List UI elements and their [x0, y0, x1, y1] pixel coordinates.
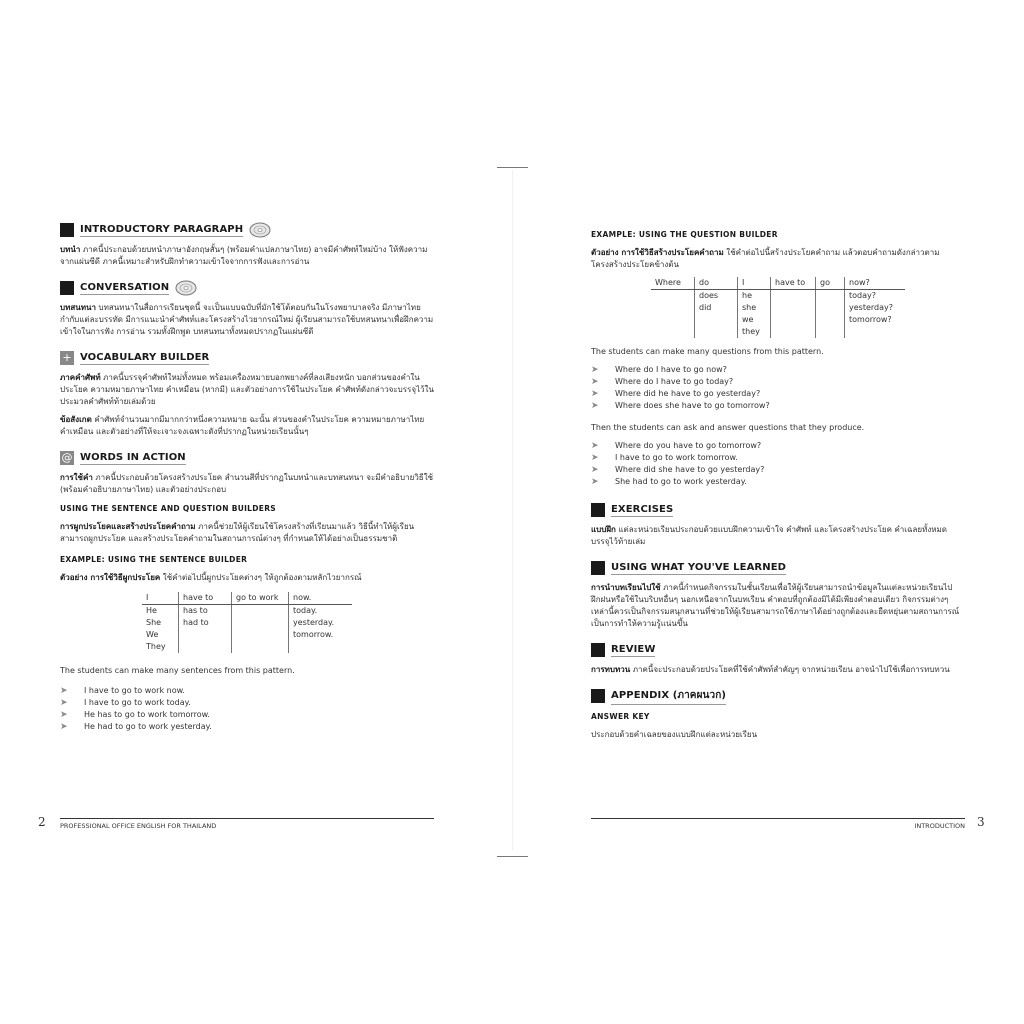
list-item: ➤ I have to go to work today.: [60, 698, 191, 708]
section-marker: [60, 223, 74, 237]
qa-list: [591, 440, 965, 488]
footer-rule: [60, 818, 434, 819]
arrow-icon: ➤: [591, 365, 599, 375]
section-marker: [591, 503, 605, 517]
running-title: INTRODUCTION: [914, 822, 965, 830]
section-marker: [591, 561, 605, 575]
table-row: [142, 605, 352, 618]
table-cell: have to: [179, 592, 232, 605]
table-cell: yesterday?: [845, 302, 906, 314]
list-item: ➤ Where does she have to go tomorrow?: [591, 401, 770, 411]
subheading: EXAMPLE: USING THE QUESTION BUILDER: [591, 230, 778, 239]
table-cell: now?: [845, 277, 906, 290]
subheading: EXAMPLE: USING THE SENTENCE BUILDER: [60, 555, 248, 564]
table-cell: I: [738, 277, 771, 290]
table-row: [651, 290, 905, 303]
sentence-list: [60, 685, 434, 733]
spine-mark-bottom: [497, 856, 528, 857]
conversation-paragraph: บทสนทนา บทสนทนาในสื่อการเรียนชุดนี้ จะเป็นแบบฉบับที่มักใช้โต้ตอบกันในโรงพยาบาลจริง มีภาษาไทยกำกับแต่ละบรรทัด มีการแนะนำคำศัพท์และโครงสร้างไวยากรณ์ใหม่ ผู้เรียนสามารถใช้บทสนทนาเพื่อฝึกความเข้าใจในการฟัง การอ่าน รวมทั้งฝึกพูด บทสนทนาทั้งหมดปรากฏในแผ่นซีดี: [60, 303, 434, 336]
section-title: CONVERSATION: [80, 281, 170, 293]
arrow-icon: ➤: [591, 477, 599, 487]
table-cell: had to: [179, 617, 232, 629]
question-example-paragraph: ตัวอย่าง การใช้วิธีสร้างประโยคคำถาม ใช้คำต่อไปนี้สร้างประโยคคำถาม แล้วตอบคำถามดังกล่าวตามโครงสร้างประโยคข้างต้น: [591, 248, 940, 269]
table-cell: [232, 641, 289, 653]
table-cell: [289, 641, 353, 653]
question-list: [591, 364, 965, 412]
section-marker: [60, 281, 74, 295]
question-builder-table: [651, 277, 905, 338]
table-cell: [179, 629, 232, 641]
section-header-vocabulary: [60, 350, 434, 366]
arrow-icon: ➤: [60, 710, 68, 720]
example-paragraph: ตัวอย่าง การใช้วิธีผูกประโยค ใช้คำต่อไปนี้ผูกประโยคต่างๆ ให้ถูกต้องตามหลักไวยากรณ์: [60, 573, 362, 582]
table-cell: we: [738, 314, 771, 326]
plus-icon: +: [60, 351, 74, 365]
table-row: [142, 629, 352, 641]
table-cell: does: [695, 290, 738, 303]
list-item: ➤ Where do you have to go tomorrow?: [591, 441, 762, 451]
builders-paragraph: การผูกประโยคและสร้างประโยคคำถาม ภาคนี้ช่วยให้ผู้เรียนใช้โครงสร้างที่เรียนมาแล้ว วิธีนี้ทำให้ผู้เรียนสามารถผูกประโยค และสร้างประโยคคำถามในสถานการณ์ต่างๆ ที่กำหนดให้ได้อย่างเป็นธรรมชาติ: [60, 522, 415, 543]
table-cell: she: [738, 302, 771, 314]
list-item: ➤ Where did she have to go yesterday?: [591, 465, 765, 475]
arrow-icon: ➤: [591, 377, 599, 387]
table-cell: yesterday.: [289, 617, 353, 629]
table-cell: [232, 605, 289, 618]
arrow-icon: ➤: [591, 401, 599, 411]
section-header-appendix: [591, 688, 965, 704]
table-row: [142, 592, 352, 605]
students-questions-text: The students can make many questions from this pattern.: [591, 347, 824, 356]
table-row: [651, 302, 905, 314]
table-cell: I: [142, 592, 179, 605]
table-cell: [771, 326, 816, 338]
section-title: VOCABULARY BUILDER: [80, 351, 210, 363]
words-paragraph: การใช้คำ ภาคนี้ประกอบด้วยโครงสร้างประโยค สำนวนสีที่ปรากฏในบทนำและบทสนทนา จะมีคำอธิบายวิธีใช้ (พร้อมคำอธิบายภาษาไทย) และตัวอย่างประกอบ: [60, 473, 434, 494]
list-item: ➤ I have to go to work now.: [60, 686, 185, 696]
section-header-words: [60, 450, 434, 466]
table-cell: [651, 326, 695, 338]
section-header-exercises: [591, 502, 965, 518]
table-cell: he: [738, 290, 771, 303]
running-title: PROFESSIONAL OFFICE ENGLISH FOR THAILAND: [60, 822, 217, 830]
table-cell: Where: [651, 277, 695, 290]
right-page: [591, 222, 965, 753]
then-text: Then the students can ask and answer questions that they produce.: [591, 423, 865, 432]
list-item: ➤ Where did he have to go yesterday?: [591, 389, 761, 399]
table-cell: [771, 290, 816, 303]
table-cell: today?: [845, 290, 906, 303]
table-row: [651, 277, 905, 290]
table-cell: [232, 629, 289, 641]
table-cell: She: [146, 618, 162, 627]
learned-paragraph: การนำบทเรียนไปใช้ ภาคนี้กำหนดกิจกรรมในชั้นเรียนเพื่อให้ผู้เรียนสามารถนำข้อมูลในแต่ละหน่วยเรียนไปฝึกฝนหรือใช้ในบริบทอื่นๆ นอกเหนือจากในบทเรียน คำตอบที่ถูกต้องมิได้มีเพียงคำตอบเดียว กิจกรรมต่างๆ เหล่านี้ควรเป็นกิจกรรมสนุกสนานที่ช่วยให้ผู้เรียนสามารถใช้ภาษาได้อย่างถูกต้องและยืดหยุ่นตามสถานการณ์ เป็นการทำให้ความรู้แน่นขึ้น: [591, 583, 960, 628]
arrow-icon: ➤: [60, 722, 68, 732]
table-row: [142, 617, 352, 629]
list-item: ➤ She had to go to work yesterday.: [591, 477, 747, 487]
table-cell: [232, 617, 289, 629]
table-row: [651, 314, 905, 326]
table-cell: tomorrow?: [845, 314, 906, 326]
arrow-icon: ➤: [60, 686, 68, 696]
list-item: ➤ He has to go to work tomorrow.: [60, 710, 210, 720]
list-item: ➤ Where do I have to go today?: [591, 377, 734, 387]
arrow-icon: ➤: [591, 389, 599, 399]
table-cell: [651, 302, 695, 314]
list-item: ➤ I have to go to work tomorrow.: [591, 453, 738, 463]
at-icon: @: [61, 451, 73, 464]
table-cell: [651, 290, 695, 303]
table-cell: tomorrow.: [289, 629, 353, 641]
exercises-paragraph: แบบฝึก แต่ละหน่วยเรียนประกอบด้วยแบบฝึกความเข้าใจ คำศัพท์ และโครงสร้างประโยค คำเฉลยทั้งหมดบรรจุไว้ท้ายเล่ม: [591, 525, 947, 546]
table-cell: We: [146, 630, 159, 639]
arrow-icon: ➤: [60, 698, 68, 708]
left-footer: [60, 818, 434, 832]
section-marker: [591, 689, 605, 703]
arrow-icon: ➤: [591, 465, 599, 475]
section-title: EXERCISES: [611, 503, 674, 515]
right-footer: [591, 818, 965, 832]
students-sentences-text: The students can make many sentences from this pattern.: [60, 666, 295, 675]
table-cell: have to: [771, 277, 816, 290]
sentence-builder-table: [142, 592, 352, 653]
table-cell: [816, 290, 845, 303]
table-row: [142, 641, 352, 653]
page-number-left: 2: [38, 815, 46, 829]
page-number-right: 3: [977, 815, 985, 829]
vocabulary-note: ข้อสังเกต คำศัพท์จำนวนมากมีมากกว่าหนึ่งความหมาย ฉะนั้น ส่วนของคำในประโยค ความหมายภาษาไทย คำเหมือน และตัวอย่างที่ให้จะเจาะจงเฉพาะดังที่ปรากฏในหน่วยเรียนนั้นๆ: [60, 415, 425, 436]
table-cell: [845, 326, 906, 338]
appendix-paragraph: ประกอบด้วยคำเฉลยของแบบฝึกแต่ละหน่วยเรียน: [591, 730, 758, 739]
table-cell: [816, 326, 845, 338]
table-cell: now.: [289, 592, 353, 605]
table-cell: [179, 641, 232, 653]
table-cell: go to work: [232, 592, 289, 605]
spine-mark-top: [497, 167, 528, 168]
cd-icon: [249, 222, 271, 238]
subheading: USING THE SENTENCE AND QUESTION BUILDERS: [60, 504, 276, 513]
section-title: INTRODUCTORY PARAGRAPH: [80, 223, 244, 235]
table-row: [651, 326, 905, 338]
cd-icon: [175, 280, 197, 296]
table-cell: go: [816, 277, 845, 290]
table-cell: [816, 302, 845, 314]
section-header-learned: [591, 560, 965, 576]
table-cell: [695, 326, 738, 338]
left-page: [60, 222, 434, 743]
table-cell: has to: [179, 605, 232, 618]
section-title: USING WHAT YOU'VE LEARNED: [611, 561, 787, 573]
table-cell: today.: [289, 605, 353, 618]
answer-key-heading: ANSWER KEY: [591, 712, 650, 721]
vocabulary-paragraph: ภาคคำศัพท์ ภาคนี้บรรจุคำศัพท์ใหม่ทั้งหมด พร้อมเครื่องหมายบอกพยางค์ที่ลงเสียงหนัก บอกส่วนของคำในประโยค ความหมายภาษาไทย คำเหมือน (หากมี) และตัวอย่างการใช้ในประโยค คำศัพท์ดังกล่าวจะบรรจุไว้ในประมวลคำศัพท์ท้ายเล่มด้วย: [60, 373, 434, 406]
list-item: ➤ Where do I have to go now?: [591, 365, 727, 375]
table-cell: did: [695, 302, 738, 314]
section-title: WORDS IN ACTION: [80, 451, 186, 463]
section-marker: [591, 643, 605, 657]
intro-paragraph: บทนำ ภาคนี้ประกอบด้วยบทนำภาษาอังกฤษสั้นๆ (พร้อมคำแปลภาษาไทย) อาจมีคำศัพท์ใหม่บ้าง ให้ฟังความจากแผ่นซีดี ภาคนี้เหมาะสำหรับฝึกทำความเข้าใจจากการฟังและการอ่าน: [60, 245, 428, 266]
table-cell: [771, 314, 816, 326]
arrow-icon: ➤: [591, 453, 599, 463]
section-header-review: [591, 642, 965, 658]
book-spine: [512, 170, 513, 850]
section-title: APPENDIX (ภาคผนวก): [611, 688, 726, 705]
table-cell: He: [146, 606, 157, 615]
table-cell: [816, 314, 845, 326]
list-item: ➤ He had to go to work yesterday.: [60, 722, 212, 732]
table-cell: they: [738, 326, 771, 338]
table-cell: [695, 314, 738, 326]
arrow-icon: ➤: [591, 441, 599, 451]
table-cell: They: [146, 642, 166, 651]
review-paragraph: การทบทวน ภาคนี้จะประกอบด้วยประโยคที่ใช้คำศัพท์สำคัญๆ จากหน่วยเรียน อาจนำไปใช้เพื่อการทบทวน: [591, 665, 950, 674]
section-header-intro: [60, 222, 434, 238]
table-cell: do: [695, 277, 738, 290]
table-cell: [651, 314, 695, 326]
footer-rule: [591, 818, 965, 819]
section-header-conversation: [60, 280, 434, 296]
table-cell: [771, 302, 816, 314]
section-title: REVIEW: [611, 643, 656, 655]
